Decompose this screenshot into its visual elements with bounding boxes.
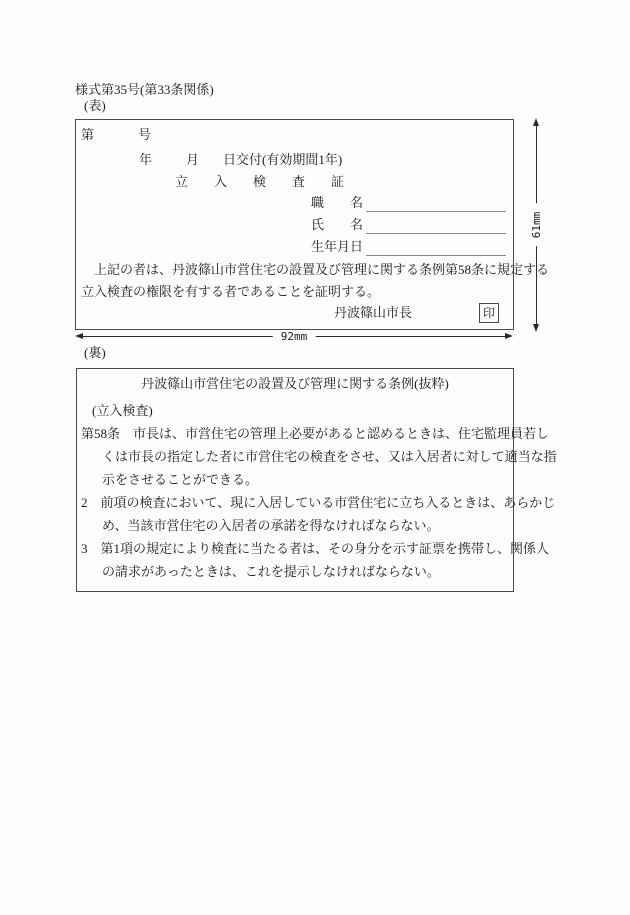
field-birthdate <box>311 239 506 256</box>
back-card <box>76 368 557 592</box>
seal-mark: 印 <box>479 303 499 323</box>
ordinance-article58-line2: くは市長の指定した者に市営住宅の検査をさせ、又は入居者に対して適当な指 <box>102 449 557 464</box>
field-job-title <box>311 195 506 212</box>
certificate-number-suffix: 号 <box>138 127 152 142</box>
date-issue-label: 日交付(有効期間1年) <box>223 152 343 167</box>
field-job-title-blank <box>366 211 506 212</box>
arrow-right-icon <box>505 333 513 339</box>
width-dimension-label: 92mm <box>273 330 316 344</box>
field-name-label: 氏 名 <box>311 217 364 232</box>
field-job-title-label: 職 名 <box>311 195 364 210</box>
mayor-signature-label: 丹波篠山市長 <box>334 305 413 320</box>
date-month-label: 月 <box>186 152 200 167</box>
arrow-down-icon <box>533 324 539 332</box>
ordinance-paragraph3-line1: 3 第1項の規定により検査に当たる者は、その身分を示す証票を携帯し、関係人 <box>81 541 550 556</box>
certificate-title: 立 入 検 査 証 <box>175 174 345 189</box>
certify-text-line1: 上記の者は、丹波篠山市営住宅の設置及び管理に関する条例第58条に規定する <box>81 262 550 277</box>
arrow-up-icon <box>533 118 539 126</box>
arrow-left-icon <box>75 333 83 339</box>
field-birthdate-label: 生年月日 <box>311 239 364 254</box>
form-number-label: 様式第35号(第33条関係) <box>75 82 214 97</box>
field-birthdate-blank <box>366 255 506 256</box>
height-dimension-label: 61mm <box>530 204 544 247</box>
ordinance-article58-line1: 第58条 市長は、市営住宅の管理上必要があると認めるときは、住宅監理員若し <box>81 426 550 441</box>
certificate-number-prefix: 第 <box>81 127 95 142</box>
front-side-label: (表) <box>84 98 106 113</box>
certify-text-line2: 立入検査の権限を有する者であることを証明する。 <box>81 284 381 299</box>
field-name <box>311 217 506 234</box>
date-year-label: 年 <box>139 152 153 167</box>
ordinance-paragraph3-line2: の請求があったときは、これを提示しなければならない。 <box>102 564 440 579</box>
ordinance-paragraph2-line2: め、当該市営住宅の入居者の承諾を得なければならない。 <box>102 518 440 533</box>
width-dimension-annotation <box>75 330 513 344</box>
ordinance-section-label: (立入検査) <box>92 403 153 418</box>
ordinance-article58-line3: 示をさせることができる。 <box>102 472 259 487</box>
ordinance-title: 丹波篠山市営住宅の設置及び管理に関する条例(抜粋) <box>141 376 449 391</box>
back-side-label: (裏) <box>84 345 106 360</box>
height-dimension-annotation <box>530 118 544 332</box>
ordinance-paragraph2-line1: 2 前項の検査において、現に入居している市営住宅に立ち入るときは、あらかじ <box>81 495 556 510</box>
field-name-blank <box>366 233 506 234</box>
